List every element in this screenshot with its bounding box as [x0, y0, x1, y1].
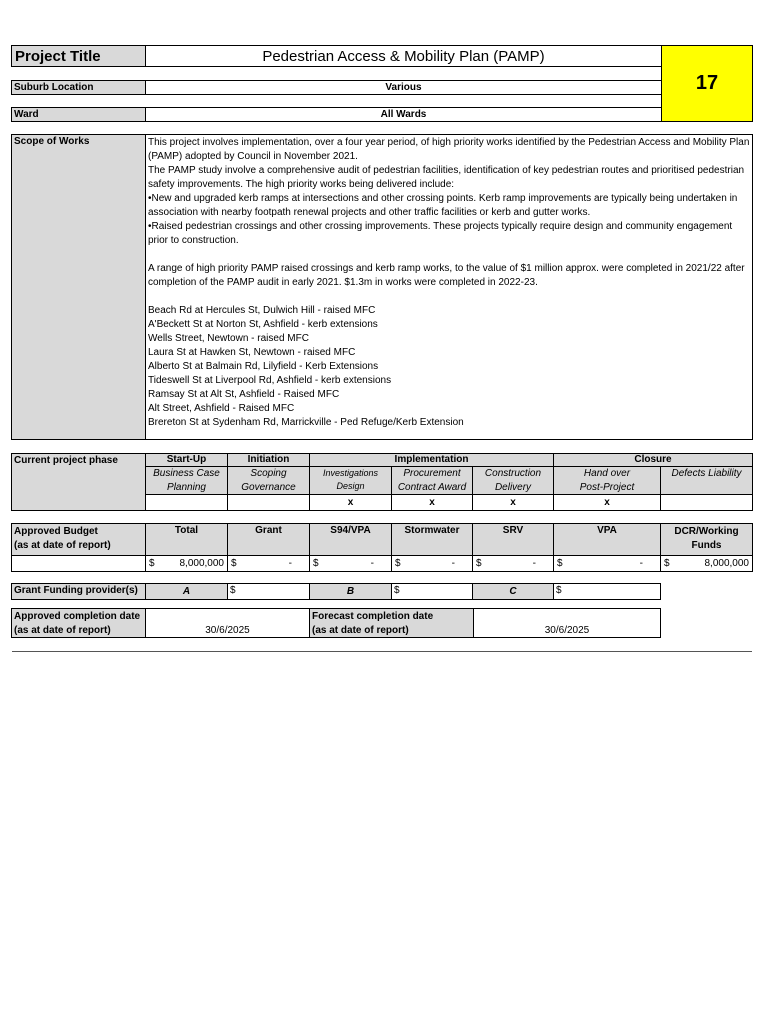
budget-value-dcr [660, 555, 753, 572]
phase-sub-line2: Design [336, 481, 365, 491]
scope-list-item: Beach Rd at Hercules St, Dulwich Hill - raised MFC [148, 305, 376, 316]
budget-header-line2: Funds [691, 540, 722, 551]
scope-paragraph: This project involves implementation, over a four year period, of high priority works identified by the Pedestrian Access and Mobility Plan (PAMP) adopted by Council in November 2021. [148, 137, 750, 162]
budget-header-grant: Grant [227, 523, 310, 556]
phase-sub-defects-liability [660, 466, 753, 495]
project-title-value: Pedestrian Access & Mobility Plan (PAMP) [145, 45, 662, 67]
budget-header-vpa: VPA [553, 523, 661, 556]
phase-sub-procurement [391, 466, 473, 495]
phase-sub-line1: Procurement [403, 468, 461, 479]
approved-completion-line2: (as at date of report) [14, 625, 111, 636]
phase-mark [227, 494, 310, 511]
scope-spacer [148, 290, 750, 304]
forecast-completion-value: 30/6/2025 [473, 608, 661, 638]
phase-implementation-header: Implementation [309, 453, 554, 467]
budget-header-srv: SRV [472, 523, 554, 556]
phase-sub-line1: Construction [484, 468, 542, 479]
scope-paragraph: A range of high priority PAMP raised crossings and kerb ramp works, to the value of $1 million approx. were completed in 2021/22 after completion of the PAMP audit in early 2021. $1.3m in works were completed in 2022-23. [148, 263, 745, 288]
project-number: 17 [661, 45, 753, 122]
scope-list-item: Alt Street, Ashfield - Raised MFC [148, 403, 295, 414]
budget-value-srv [472, 555, 554, 572]
scope-list-item: Alberto St at Balmain Rd, Lilyfield - Kerb Extensions [148, 361, 379, 372]
phase-sub-business-case [145, 466, 228, 495]
phase-sub-investigations [309, 466, 392, 495]
scope-list-item: A'Beckett St at Norton St, Ashfield - kerb extensions [148, 319, 378, 330]
phase-sub-construction [472, 466, 554, 495]
suburb-value: Various [145, 80, 662, 95]
scope-list-item: Laura St at Hawken St, Newtown - raised MFC [148, 347, 356, 358]
currency-symbol: $ [231, 558, 237, 569]
budget-amount: 8,000,000 [179, 558, 224, 569]
grant-provider-b-value: $ [391, 583, 473, 600]
scope-text [145, 134, 753, 440]
scope-list-item: Wells Street, Newtown - raised MFC [148, 333, 309, 344]
approved-completion-line1: Approved completion date [14, 611, 141, 622]
phase-sub-line1: Defects Liability [671, 468, 742, 479]
grant-provider-b-label: B [309, 583, 392, 600]
grant-provider-a-label: A [145, 583, 228, 600]
scope-paragraph: •Raised pedestrian crossings and other crossing improvements. These projects typically require design and community engagement prior to construction. [148, 221, 733, 246]
phase-mark: x [309, 494, 392, 511]
grant-provider-a-value: $ [227, 583, 310, 600]
budget-amount: 8,000,000 [704, 558, 749, 569]
forecast-completion-line2: (as at date of report) [312, 625, 409, 636]
budget-header-total: Total [145, 523, 228, 556]
currency-symbol: $ [664, 558, 670, 569]
phase-sub-line2: Delivery [494, 482, 532, 493]
ward-label: Ward [11, 107, 146, 122]
budget-header-line1: DCR/Working [674, 526, 739, 537]
scope-list-item: Brereton St at Sydenham Rd, Marrickville - Ped Refuge/Kerb Extension [148, 417, 464, 428]
budget-header-stormwater: Stormwater [391, 523, 473, 556]
phase-sub-line2: Planning [167, 482, 206, 493]
budget-header-dcr [660, 523, 753, 556]
phase-sub-line2: Governance [241, 482, 296, 493]
suburb-label: Suburb Location [11, 80, 146, 95]
currency-symbol: $ [395, 558, 401, 569]
budget-value-s94 [309, 555, 392, 572]
phase-startup-header: Start-Up [145, 453, 228, 467]
approved-completion-label [11, 608, 146, 638]
phase-initiation-header: Initiation [227, 453, 310, 467]
phase-mark: x [391, 494, 473, 511]
budget-header-s94: S94/VPA [309, 523, 392, 556]
scope-label: Scope of Works [11, 134, 146, 440]
budget-label-line1: Approved Budget [14, 526, 98, 537]
phase-sub-line1: Business Case [153, 468, 220, 479]
phase-mark: x [472, 494, 554, 511]
scope-paragraph: •New and upgraded kerb ramps at intersections and other crossing points. Kerb ramp improvements are typically being undertaken in association with nearby footpath renewal projects and other traffic facilities or kerb and gutter works. [148, 193, 738, 218]
budget-label-line2: (as at date of report) [14, 540, 111, 551]
project-title-label: Project Title [11, 45, 146, 67]
budget-amount: - [370, 558, 374, 569]
phase-sub-line1: Hand over [583, 468, 631, 479]
approved-completion-value: 30/6/2025 [145, 608, 310, 638]
budget-amount: - [451, 558, 455, 569]
budget-value-grant [227, 555, 310, 572]
phase-sub-line2: Contract Award [397, 482, 467, 493]
phase-label: Current project phase [11, 453, 146, 511]
phase-mark [660, 494, 753, 511]
scope-paragraph: The PAMP study involve a comprehensive audit of pedestrian facilities, identification of key pedestrian routes and prioritised pedestrian safety improvements. The high priority works being delivered include: [148, 165, 745, 190]
forecast-completion-label [309, 608, 474, 638]
grant-label: Grant Funding provider(s) [11, 583, 146, 600]
grant-provider-c-label: C [472, 583, 554, 600]
phase-mark: x [553, 494, 661, 511]
currency-symbol: $ [476, 558, 482, 569]
phase-sub-hand-over [553, 466, 661, 495]
scope-list-item: Tideswell St at Liverpool Rd, Ashfield - kerb extensions [148, 375, 392, 386]
grant-provider-c-value: $ [553, 583, 661, 600]
currency-symbol: $ [149, 558, 155, 569]
phase-sub-line1: Scoping [250, 468, 287, 479]
budget-value-stormwater [391, 555, 473, 572]
budget-amount: - [288, 558, 292, 569]
currency-symbol: $ [313, 558, 319, 569]
ward-value: All Wards [145, 107, 662, 122]
budget-amount: - [639, 558, 643, 569]
forecast-completion-line1: Forecast completion date [312, 611, 434, 622]
budget-amount: - [532, 558, 536, 569]
bottom-divider [12, 651, 752, 652]
budget-value-total [145, 555, 228, 572]
scope-list-item: Ramsay St at Alt St, Ashfield - Raised MFC [148, 389, 340, 400]
phase-closure-header: Closure [553, 453, 753, 467]
phase-sub-line2: Post-Project [579, 482, 635, 493]
phase-sub-scoping [227, 466, 310, 495]
phase-mark [145, 494, 228, 511]
scope-spacer [148, 248, 750, 262]
budget-label [11, 523, 146, 556]
budget-label-blank [11, 555, 146, 572]
currency-symbol: $ [557, 558, 563, 569]
phase-sub-line1: Investigations [322, 468, 379, 478]
budget-value-vpa [553, 555, 661, 572]
